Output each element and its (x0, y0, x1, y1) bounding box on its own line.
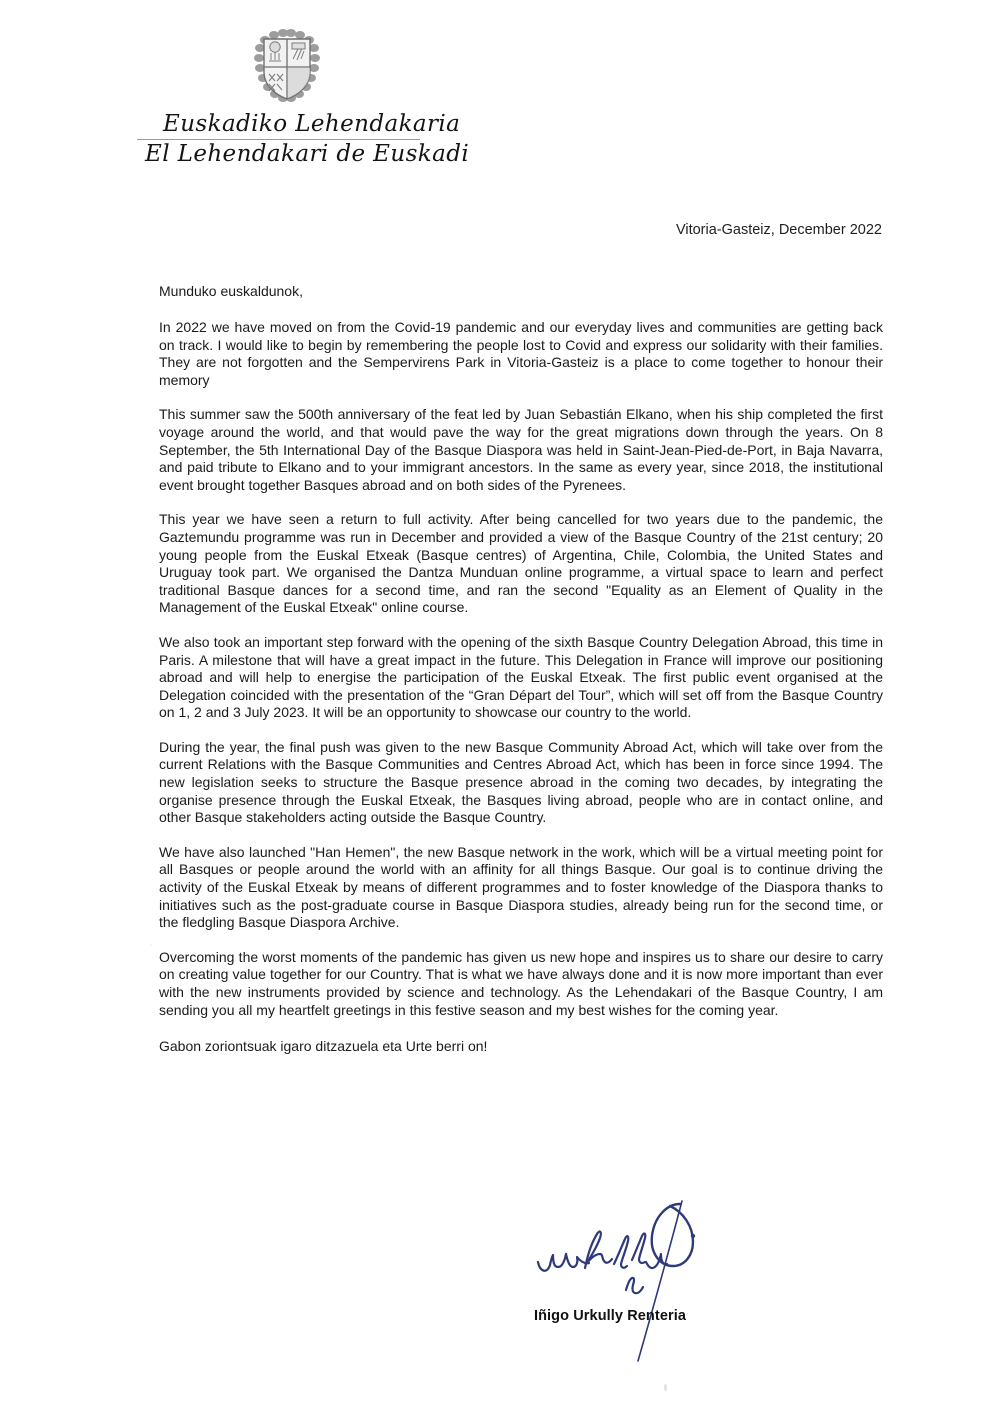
paragraph: We also took an important step forward with the opening of the sixth Basque Country Delegation Abroad, this time in Paris. A milestone that will have a great impact in the future. This Delegation in France will improve our positioning abroad and will help to energise the participation of the Euskal Etxeak. The first public event organised at the Delegation coincided with the presentation of the “Gran Départ del Tour”, which will set off from the Basque Country on 1, 2 and 3 July 2023. It will be an opportunity to showcase our country to the world. (159, 633, 883, 721)
letter-body (159, 283, 883, 1056)
paragraph: During the year, the final push was given to the new Basque Community Abroad Act, which will take over from the current Relations with the Basque Communities and Centres Abroad Act, which has been in force since 1994. The new legislation seeks to structure the Basque presence abroad in the coming two decades, by integrating the organise presence through the Euskal Etxeak, the Basques living abroad, people who are in contact online, and other Basque stakeholders acting outside the Basque Country. (159, 738, 883, 826)
scan-artifact (664, 1384, 667, 1391)
paragraph: In 2022 we have moved on from the Covid-19 pandemic and our everyday lives and communities are getting back on track. I would like to begin by remembering the people lost to Covid and express our solidarity with their families. They are not forgotten and the Sempervirens Park in Vitoria-Gasteiz is a place to come together to honour their memory (159, 319, 883, 388)
salutation: Munduko euskaldunok, (159, 283, 303, 299)
paragraph: This year we have seen a return to full activity. After being cancelled for two years due to the pandemic, the Gaztemundu programme was run in December and provided a view of the Basque Country of the 21st century; 20 young people from the Euskal Etxeak (Basque centres) of Argentina, Chile, Colombia, the United States and Uruguay took part. We organised the Dantza Munduan online programme, a virtual space to learn and perfect traditional Basque dances for a second time, and ran the second "Equality as an Element of Quality in the Management of the Euskal Etxeak" online course. (159, 511, 883, 616)
paragraph: Overcoming the worst moments of the pandemic has given us new hope and inspires us to share our desire to carry on creating value together for our Country. That is what we have always done and it is now more important than ever with the new instruments provided by science and technology. As the Lehendakari of the Basque Country, I am sending you all my heartfelt greetings in this festive season and my best wishes for the coming year. (159, 948, 883, 1018)
handwritten-signature (530, 1196, 750, 1326)
signer-name: Iñigo Urkully Renteria (533, 1308, 687, 1324)
letterhead (137, 26, 470, 168)
paragraph: We have also launched "Han Hemen", the new Basque network in the work, which will be a virtual meeting point for all Basques or people around the world with an affinity for all things Basque. Our goal is to continue driving the activity of the Euskal Etxeak by means of different programmes and to foster knowledge of the Diaspora thanks to initiatives such as the post-graduate course in Basque Diaspora studies, already being run for the second time, or the fledgling Basque Diaspora Archive. (159, 843, 883, 931)
date-line: Vitoria-Gasteiz, December 2022 (675, 222, 882, 238)
coat-of-arms-icon (137, 26, 437, 110)
letterhead-divider (137, 139, 420, 140)
letterhead-line-basque: Euskadiko Lehendakaria (163, 111, 461, 137)
signature-block (430, 1196, 850, 1366)
letterhead-line-spanish: El Lehendakari de Euskadi (145, 141, 470, 168)
closing-line: Gabon zoriontsuak igaro ditzazuela eta Urte berri on! (159, 1038, 488, 1055)
scan-artifact (150, 944, 152, 946)
paragraph: This summer saw the 500th anniversary of the feat led by Juan Sebastián Elkano, when his ship completed the first voyage around the world, and that would pave the way for the great migrations down through the years. On 8 September, the 5th International Day of the Basque Diaspora was held in Saint-Jean-Pied-de-Port, in Baja Navarra, and paid tribute to Elkano and to your immigrant ancestors. In the same as every year, since 2018, the institutional event brought together Basques abroad and on both sides of the Pyrenees. (159, 406, 883, 493)
